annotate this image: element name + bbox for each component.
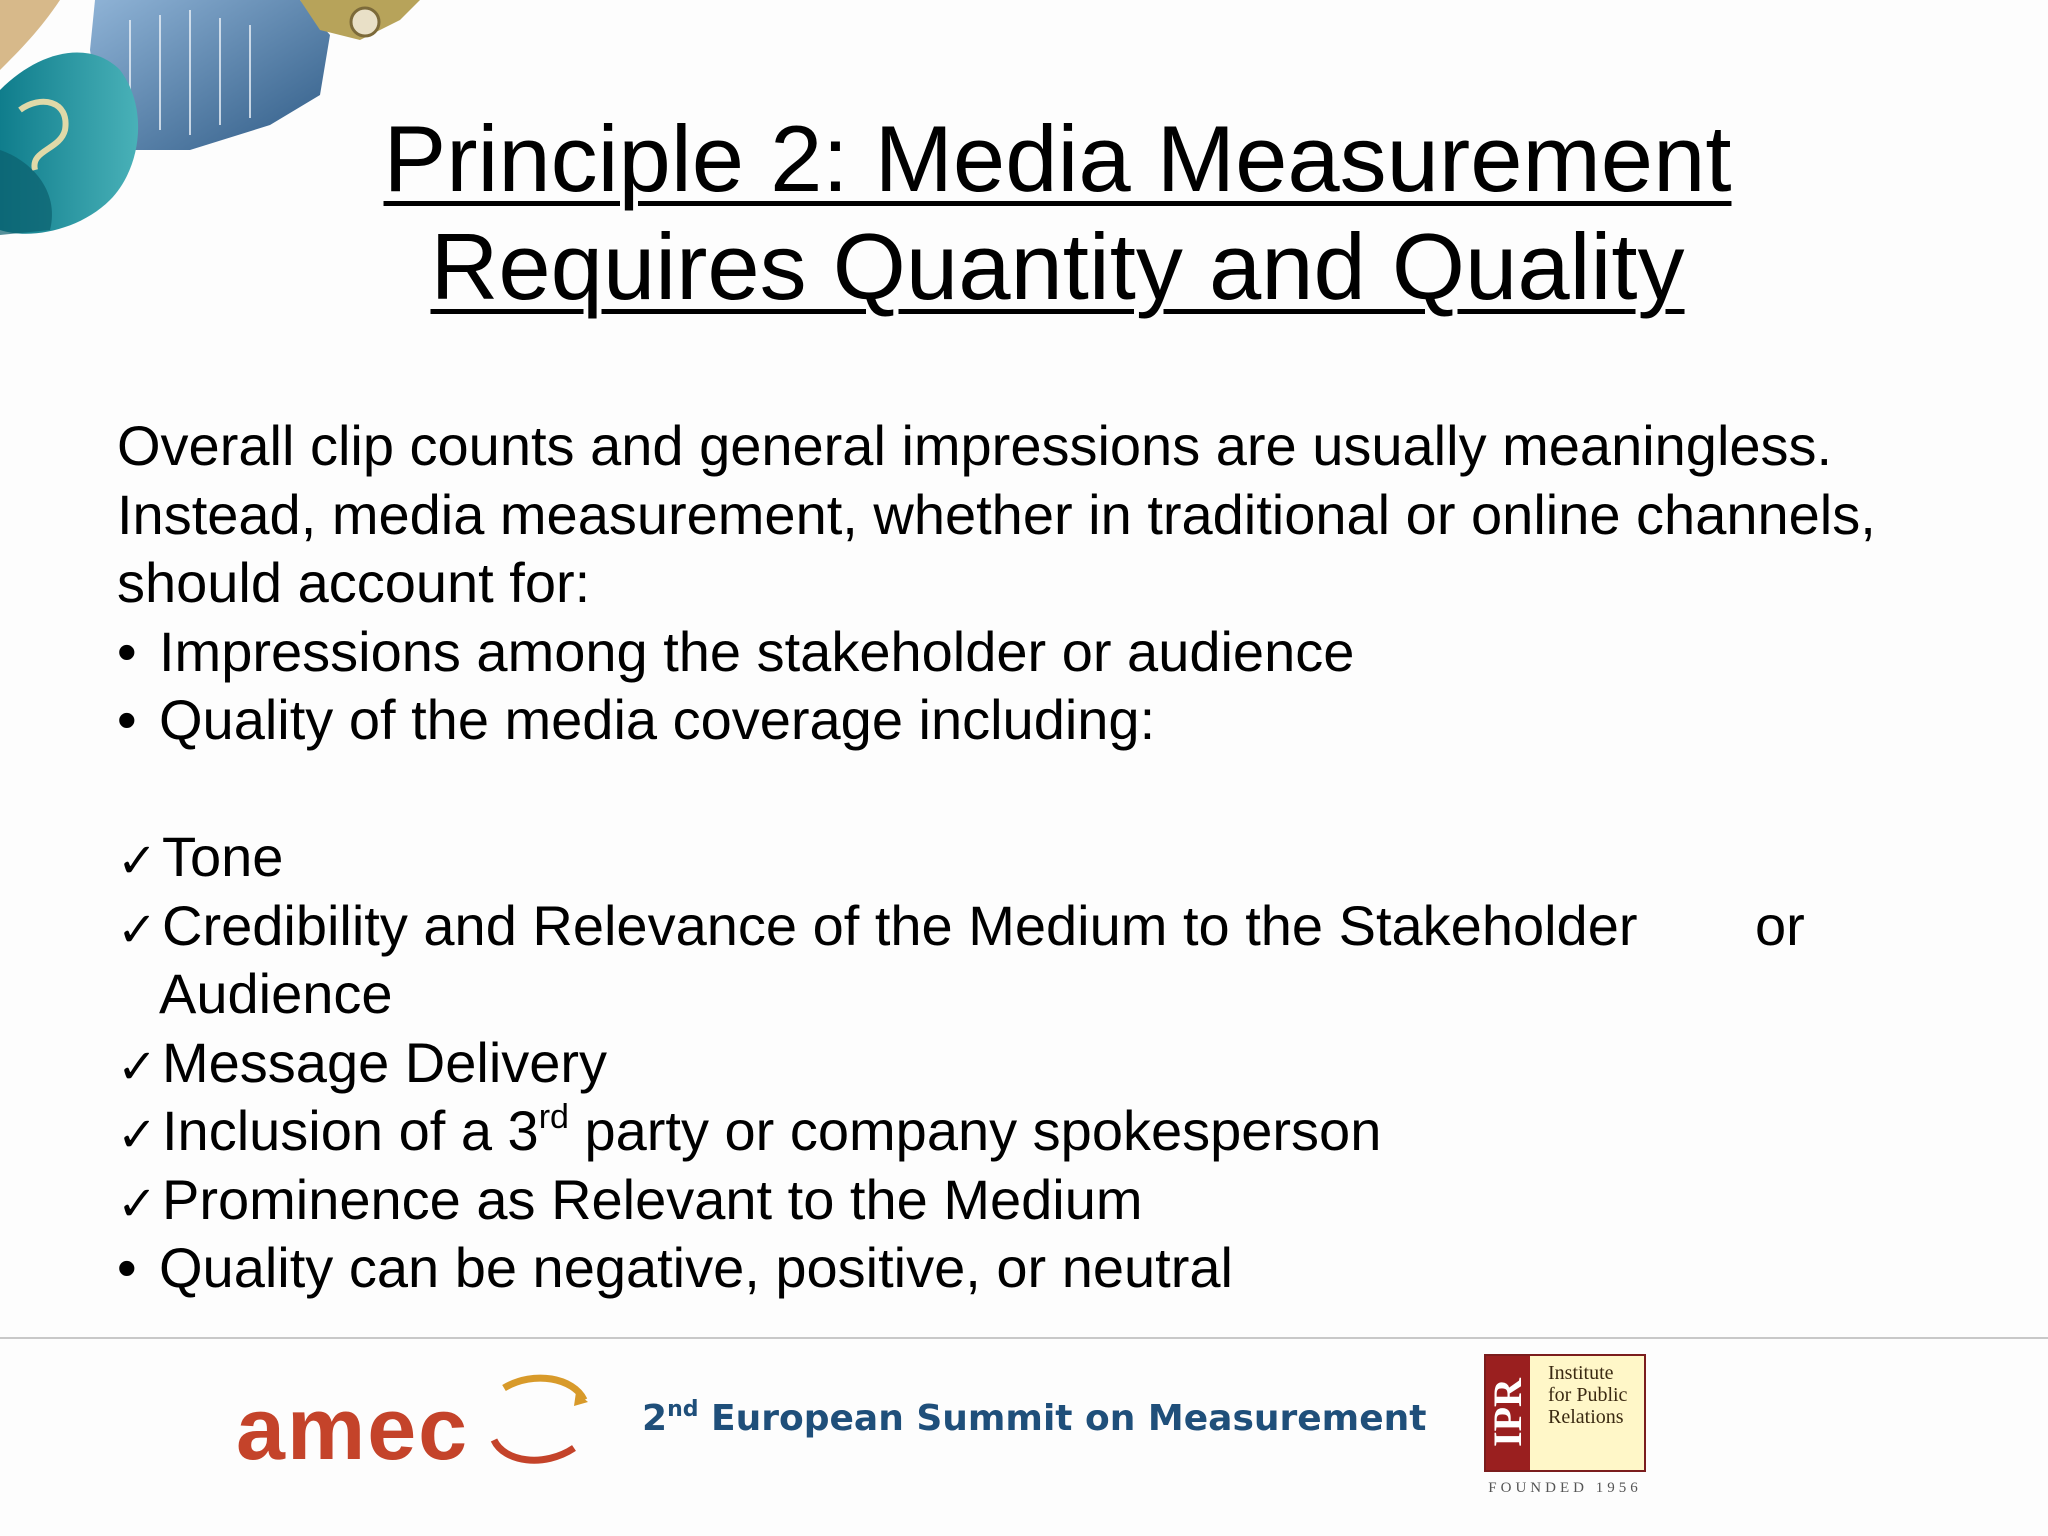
intro-line-3: should account for: [117,551,591,614]
bullet-icon: • [117,619,137,683]
check-item-credibility [117,892,2017,961]
bullet-text: Quality of the media coverage including: [159,688,1156,751]
check-text: Credibility and Relevance of the Medium to the Stakeholder [162,893,1638,957]
summit-title-superscript: nd [667,1397,699,1422]
check-text: Message Delivery [162,1030,608,1094]
check-item-message-delivery [117,1029,2017,1098]
amec-logo [236,1370,596,1478]
bullet-item-quality [117,686,2017,755]
ipr-founded-text: FOUNDED 1956 [1488,1480,1642,1496]
check-item-prominence [117,1166,2017,1235]
intro-line-2: Instead, media measurement, whether in traditional or online channels, [117,482,1876,546]
checkmark-icon: ✓ [117,833,158,889]
checkmark-icon: ✓ [117,901,158,958]
ipr-logo-name [1548,1362,1644,1428]
summit-title-pre: 2 [642,1398,668,1439]
bullet-icon: • [117,688,137,751]
check-text: Tone [162,825,284,888]
ipr-logo-letters: IPR [1486,1356,1530,1470]
amec-logo-text: amec [236,1379,470,1478]
slide-title-line-2: Requires Quantity and Quality [430,214,1685,319]
slide-body [117,412,2017,1303]
checkmark-icon: ✓ [117,1038,158,1095]
ipr-logo [1484,1354,1646,1472]
intro-line-1: Overall clip counts and general impressions are usually meaningless. [117,414,1833,477]
bullet-text: Quality can be negative, positive, or neutral [159,1236,1233,1299]
check-text-post: party or company spokesperson [568,1099,1382,1162]
check-text: Prominence as Relevant to the Medium [162,1167,1143,1231]
ipr-name-line-1: Institute [1548,1362,1614,1384]
footer-divider [0,1337,2048,1339]
spacer [117,755,2017,824]
check-item-inclusion [117,1097,2017,1166]
bullet-item-quality-polarity [117,1234,2017,1303]
checkmark-icon: ✓ [117,1175,158,1232]
slide-title-line-1: Principle 2: Media Measurement [383,106,1732,211]
bullet-item-impressions [117,618,2017,687]
summit-title-post: European Summit on Measurement [698,1398,1427,1439]
check-item-credibility-continued: Audience [159,962,393,1025]
amec-swoosh-icon [484,1370,594,1470]
ipr-name-line-2: for Public [1548,1384,1628,1406]
checkmark-icon: ✓ [117,1107,158,1163]
check-text-superscript: rd [538,1098,569,1136]
check-text-or: or [1755,893,1805,957]
check-item-tone [117,823,2017,892]
slide-title [0,105,2048,321]
summit-title [642,1398,1426,1439]
ipr-name-line-3: Relations [1548,1406,1624,1428]
check-text-pre: Inclusion of a 3 [162,1099,539,1162]
bullet-text: Impressions among the stakeholder or audience [159,619,1355,683]
bullet-icon: • [117,1236,137,1299]
